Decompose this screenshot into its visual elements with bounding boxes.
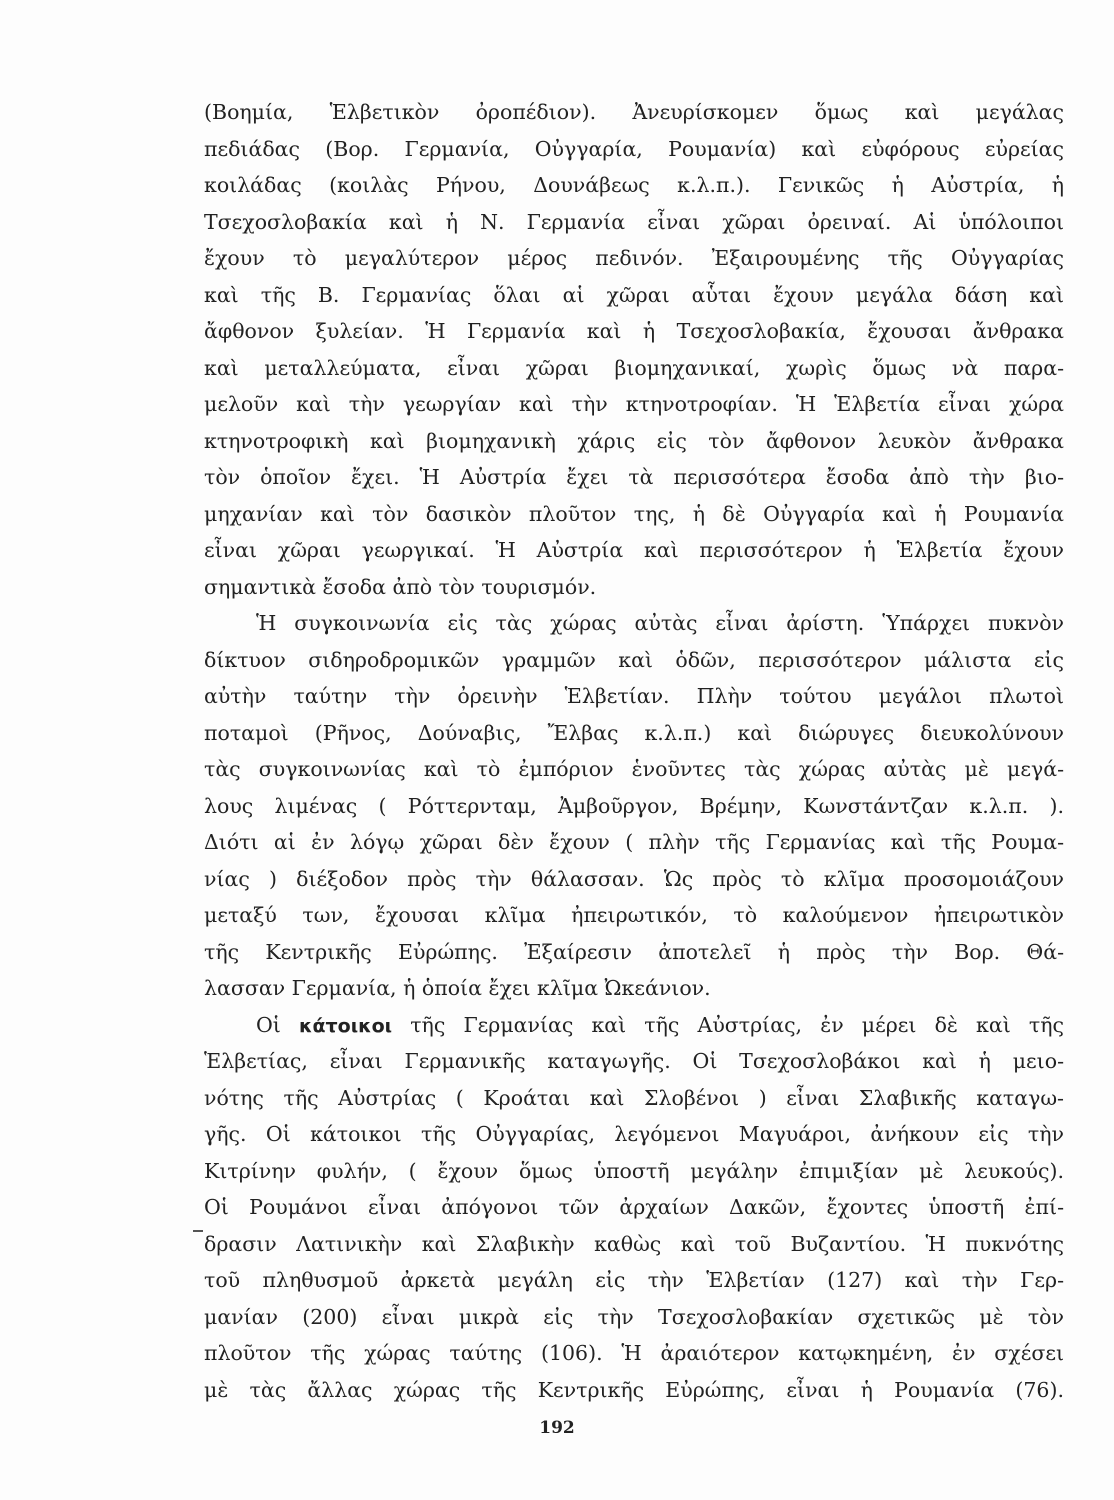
text-line: πλοῦτον τῆς χώρας ταύτης (106). Ἡ ἀραιότερον κατῳκημένη, ἐν σχέσει bbox=[204, 1341, 1064, 1365]
text-line: καὶ μεταλλεύματα, εἶναι χῶραι βιομηχανικαί, χωρὶς ὅμως νὰ παρα- bbox=[204, 355, 1064, 380]
text-line: μηχανίαν καὶ τὸν δασικὸν πλοῦτον της, ἡ δὲ Οὐγγαρία καὶ ἡ Ρουμανία bbox=[204, 501, 1064, 526]
text-line: σημαντικὰ ἔσοδα ἀπὸ τὸν τουρισμόν. bbox=[204, 574, 597, 599]
text-line: μανίαν (200) εἶναι μικρὰ εἰς τὴν Τσεχοσλοβακίαν σχετικῶς μὲ τὸν bbox=[204, 1304, 1064, 1329]
page-number: 192 bbox=[539, 1418, 575, 1438]
text-line: πεδιάδας (Βορ. Γερμανία, Οὐγγαρία, Ρουμανία) καὶ εὐφόρους εὐρείας bbox=[204, 136, 1064, 161]
text-line: εἶναι χῶραι γεωργικαί. Ἡ Αὐστρία καὶ περισσότερον ἡ Ἑλβετία ἔχουν bbox=[204, 538, 1064, 562]
text-line: Ἡ συγκοινωνία εἰς τὰς χώρας αὐτὰς εἶναι ἀρίστη. Ὑπάρχει πυκνὸν bbox=[256, 611, 1064, 635]
text-line: μὲ τὰς ἄλλας χώρας τῆς Κεντρικῆς Εὐρώπης, εἶναι ἡ Ρουμανία (76). bbox=[204, 1377, 1064, 1402]
text-line: τὸν ὁποῖον ἔχει. Ἡ Αὐστρία ἔχει τὰ περισσότερα ἔσοδα ἀπὸ τὴν βιο- bbox=[204, 465, 1064, 489]
text-line: Οἱ Ρουμάνοι εἶναι ἀπόγονοι τῶν ἀρχαίων Δακῶν, ἔχοντες ὑποστῆ ἐπί- bbox=[204, 1195, 1064, 1219]
bold-term: κάτοικοι bbox=[298, 1014, 393, 1037]
text-line: Ἑλβετίας, εἶναι Γερμανικῆς καταγωγῆς. Οἱ Τσεχοσλοβάκοι καὶ ἡ μειο- bbox=[204, 1049, 1064, 1073]
text-line: δίκτυον σιδηροδρομικῶν γραμμῶν καὶ ὁδῶν, περισσότερον μάλιστα εἰς bbox=[204, 647, 1064, 672]
text-line: τὰς συγκοινωνίας καὶ τὸ ἐμπόριον ἑνοῦντες τὰς χώρας αὐτὰς μὲ μεγά- bbox=[204, 757, 1064, 781]
text-line: γῆς. Οἱ κάτοικοι τῆς Οὐγγαρίας, λεγόμενοι Μαγυάροι, ἀνήκουν εἰς τὴν bbox=[204, 1122, 1064, 1146]
text-line: νότης τῆς Αὐστρίας ( Κροάται καὶ Σλοβένοι ) εἶναι Σλαβικῆς καταγω- bbox=[204, 1085, 1064, 1110]
scan-mark bbox=[193, 1230, 203, 1232]
text-line: ἔχουν τὸ μεγαλύτερον μέρος πεδινόν. Ἐξαιρουμένης τῆς Οὐγγαρίας bbox=[204, 246, 1064, 270]
text-line: αὐτὴν ταύτην τὴν ὀρεινὴν Ἑλβετίαν. Πλὴν τούτου μεγάλοι πλωτοὶ bbox=[204, 684, 1064, 708]
text-line: κτηνοτροφικὴ καὶ βιομηχανικὴ χάρις εἰς τὸν ἄφθονον λευκὸν ἄνθρακα bbox=[204, 428, 1064, 453]
text-line: Κιτρίνην φυλήν, ( ἔχουν ὅμως ὑποστῆ μεγάλην ἐπιμιξίαν μὲ λευκούς). bbox=[204, 1158, 1064, 1183]
text-line: Διότι αἱ ἐν λόγῳ χῶραι δὲν ἔχουν ( πλὴν τῆς Γερμανίας καὶ τῆς Ρουμα- bbox=[204, 830, 1064, 854]
text-line: μελοῦν καὶ τὴν γεωργίαν καὶ τὴν κτηνοτροφίαν. Ἡ Ἑλβετία εἶναι χώρα bbox=[204, 392, 1064, 416]
text-line: Οἱ κάτοικοι τῆς Γερμανίας καὶ τῆς Αὐστρίας, ἐν μέρει δὲ καὶ τῆς bbox=[256, 1012, 1064, 1037]
text-line: μεταξύ των, ἔχουσαι κλῖμα ἠπειρωτικόν, τὸ καλούμενον ἠπειρωτικὸν bbox=[204, 903, 1064, 927]
text-line: λασσαν Γερμανία, ἡ ὁποία ἔχει κλῖμα Ὠκεάνιον. bbox=[204, 976, 711, 1000]
text-line: δρασιν Λατινικὴν καὶ Σλαβικὴν καθὼς καὶ τοῦ Βυζαντίου. Ἡ πυκνότης bbox=[204, 1231, 1064, 1256]
text-line: Τσεχοσλοβακία καὶ ἡ Ν. Γερμανία εἶναι χῶραι ὀρειναί. Αἱ ὑπόλοιποι bbox=[204, 209, 1064, 234]
text-line: κοιλάδας (κοιλὰς Ρήνου, Δουνάβεως κ.λ.π.). Γενικῶς ἡ Αὐστρία, ἡ bbox=[204, 173, 1064, 197]
text-line: καὶ τῆς Β. Γερμανίας ὅλαι αἱ χῶραι αὗται ἔχουν μεγάλα δάση καὶ bbox=[204, 282, 1064, 307]
text-line: ἄφθονον ξυλείαν. Ἡ Γερμανία καὶ ἡ Τσεχοσλοβακία, ἔχουσαι ἄνθρακα bbox=[204, 319, 1064, 343]
text-line: τῆς Κεντρικῆς Εὐρώπης. Ἐξαίρεσιν ἀποτελεῖ ἡ πρὸς τὴν Βορ. Θά- bbox=[204, 939, 1064, 964]
text-line: τοῦ πληθυσμοῦ ἀρκετὰ μεγάλη εἰς τὴν Ἑλβετίαν (127) καὶ τὴν Γερ- bbox=[204, 1268, 1064, 1292]
text-line: ποταμοὶ (Ρῆνος, Δούναβις, Ἔλβας κ.λ.π.) καὶ διώρυγες διευκολύνουν bbox=[204, 720, 1064, 745]
text-line: λους λιμένας ( Ρόττερνταμ, Ἀμβοῦργον, Βρέμην, Κωνστάντζαν κ.λ.π. ). bbox=[204, 793, 1064, 818]
text-line: (Βοημία, Ἑλβετικὸν ὀροπέδιον). Ἀνευρίσκομεν ὅμως καὶ μεγάλας bbox=[204, 100, 1064, 124]
body-text bbox=[204, 94, 1064, 1408]
text-line: νίας ) διέξοδον πρὸς τὴν θάλασσαν. Ὡς πρὸς τὸ κλῖμα προσομοιάζουν bbox=[204, 866, 1064, 891]
